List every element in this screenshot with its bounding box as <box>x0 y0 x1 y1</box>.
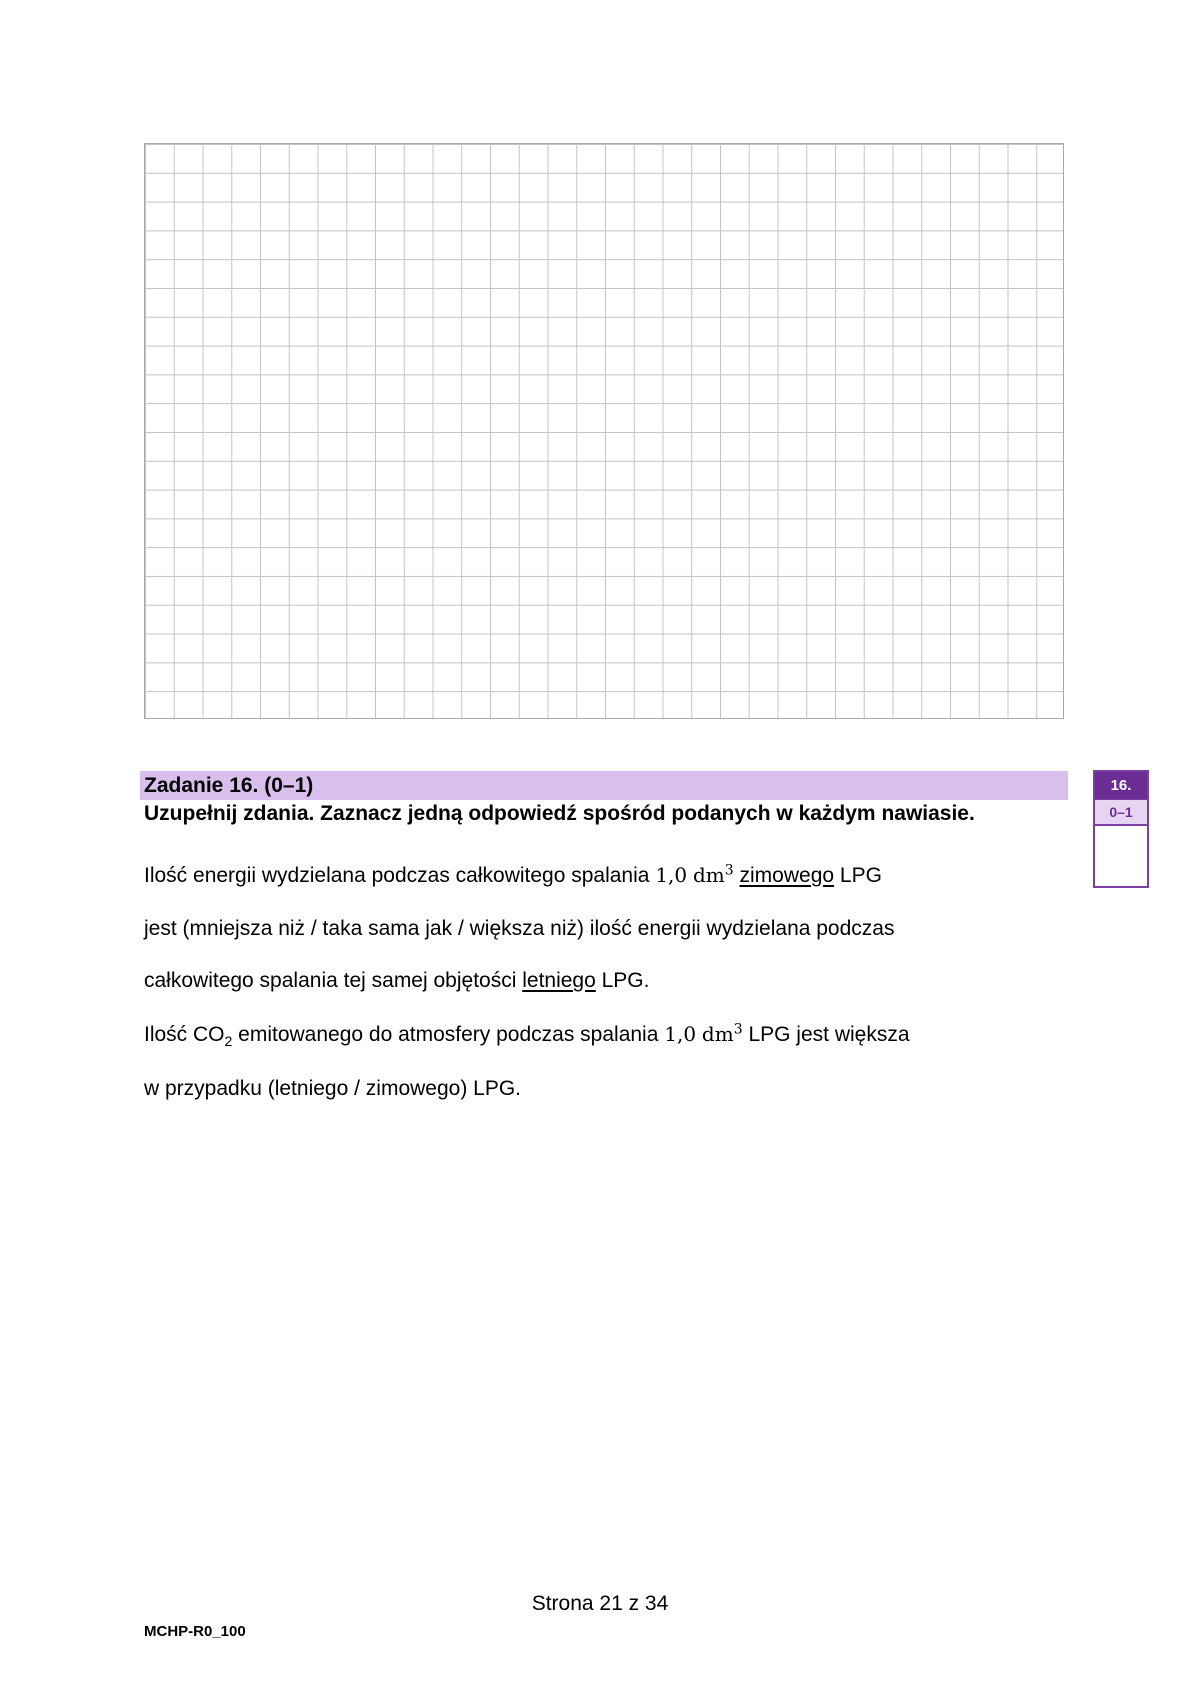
task-instruction: Uzupełnij zdania. Zaznacz jedną odpowiedź spośród podanych w każdym nawiasie. <box>144 802 975 825</box>
sentence-1-value: 1,0 <box>655 863 688 887</box>
answer-grid[interactable] <box>144 143 1064 719</box>
page-number: Strona 21 z 34 <box>531 1592 669 1615</box>
sentence-1-unit: $dm^3$ <box>692 862 734 887</box>
sentence-3-end: LPG. <box>601 969 650 992</box>
sentence-3-underlined: letniego <box>522 969 596 992</box>
sentence-line-2[interactable] <box>144 914 894 944</box>
sentence-4-end: LPG jest większa <box>748 1023 910 1046</box>
sentence-line-5[interactable] <box>144 1074 521 1104</box>
sentence-3-text: całkowitego spalania tej samej objętości <box>144 969 517 992</box>
score-range: 0–1 <box>1095 799 1147 826</box>
sentence-5-text[interactable]: w przypadku (letniego / zimowego) LPG. <box>144 1077 522 1100</box>
sentence-4-mid: emitowanego do atmosfery podczas spalania <box>238 1023 659 1046</box>
sentence-4-unit: $dm^3$ <box>701 1021 743 1046</box>
sentence-1-end: LPG <box>839 864 882 887</box>
sentence-1-underlined: zimowego <box>739 864 835 887</box>
task-title: Zadanie 16. (0–1) <box>144 774 314 797</box>
score-task-number: 16. <box>1095 772 1147 799</box>
sentence-1-text: Ilość energii wydzielana podczas całkowitego spalania <box>144 864 650 887</box>
sentence-line-1 <box>144 860 882 891</box>
sentence-4-value: 1,0 <box>664 1022 697 1046</box>
score-box <box>1093 770 1149 888</box>
sentence-2-text[interactable]: jest (mniejsza niż / taka sama jak / większa niż) ilość energii wydzielana podczas <box>144 917 895 940</box>
sentence-4-text: Ilość $CO_2$ <box>144 1023 233 1050</box>
sentence-line-4 <box>144 1019 910 1050</box>
document-code: MCHP-R0_100 <box>144 1623 246 1640</box>
score-entry-field[interactable] <box>1095 826 1147 886</box>
sentence-line-3 <box>144 966 649 996</box>
